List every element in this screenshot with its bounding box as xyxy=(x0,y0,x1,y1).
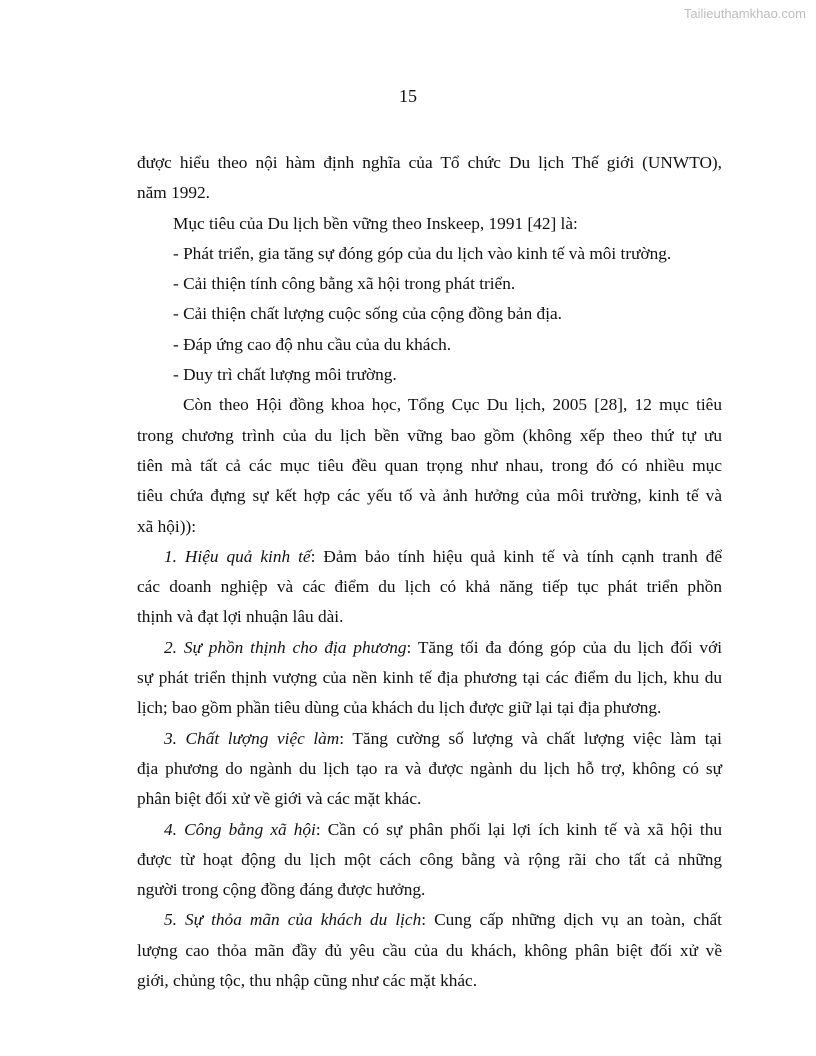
goal-item-2 xyxy=(137,633,722,663)
goal-item-3 xyxy=(137,724,722,754)
goal-text: : Tăng tối đa đóng góp của du lịch đối với xyxy=(406,637,723,657)
text-line: sự phát triển thịnh vượng của nền kinh tế địa phương tại các điểm du lịch, khu du xyxy=(137,668,722,688)
page-number: 15 xyxy=(399,86,417,106)
goal-item-1 xyxy=(137,542,722,572)
bullet-item: - Cải thiện tính công bằng xã hội trong phát triển. xyxy=(173,274,516,294)
text-line: xã hội)): xyxy=(137,516,197,536)
text-line: lịch; bao gồm phần tiêu dùng của khách du lịch được giữ lại tại địa phương. xyxy=(137,698,662,718)
bullet-item: - Duy trì chất lượng môi trường. xyxy=(173,365,397,385)
watermark: Tailieuthamkhao.com xyxy=(683,6,806,21)
text-line: tiên mà tất cả các mục tiêu đều quan trọng như nhau, trong đó có nhiều mục xyxy=(137,455,722,475)
text-line: Còn theo Hội đồng khoa học, Tổng Cục Du lịch, 2005 [28], 12 mục tiêu xyxy=(183,395,722,415)
text-line: phân biệt đối xử về giới và các mặt khác. xyxy=(137,789,422,809)
goal-text: : Cần có sự phân phối lại lợi ích kinh tế và xã hội thu xyxy=(315,819,723,839)
text-line: được từ hoạt động du lịch một cách công bằng và rộng rãi cho tất cả những xyxy=(137,849,722,869)
goal-text: : Tăng cường số lượng và chất lượng việc làm tại xyxy=(339,728,722,748)
goal-term: 2. Sự phồn thịnh cho địa phương xyxy=(164,637,407,657)
bullet-item: - Đáp ứng cao độ nhu cầu của du khách. xyxy=(173,334,452,354)
bullet-item: - Phát triển, gia tăng sự đóng góp của du lịch vào kinh tế và môi trường. xyxy=(173,243,672,263)
text-line: người trong cộng đồng đáng được hưởng. xyxy=(137,880,426,900)
document-body xyxy=(137,148,722,996)
paragraph-intro: Mục tiêu của Du lịch bền vững theo Inskeep, 1991 [42] là: xyxy=(173,213,578,233)
text-line: được hiểu theo nội hàm định nghĩa của Tổ chức Du lịch Thế giới (UNWTO), xyxy=(137,153,722,172)
goal-text: : Đảm bảo tính hiệu quả kinh tế và tính cạnh tranh để xyxy=(310,546,723,566)
goal-term: 5. Sự thỏa mãn của khách du lịch xyxy=(164,910,422,930)
goal-term: 1. Hiệu quả kinh tế xyxy=(164,546,311,566)
text-line: thịnh và đạt lợi nhuận lâu dài. xyxy=(137,607,344,627)
goal-term: 4. Công bằng xã hội xyxy=(164,819,316,839)
goal-item-4 xyxy=(137,815,722,845)
text-line: lượng cao thỏa mãn đầy đủ yêu cầu của du khách, không phân biệt đối xử về xyxy=(137,940,722,960)
text-line: các doanh nghiệp và các điểm du lịch có khả năng tiếp tục phát triển phồn xyxy=(137,577,722,597)
goal-term: 3. Chất lượng việc làm xyxy=(164,728,340,748)
text-line: giới, chủng tộc, thu nhập cũng như các mặt khác. xyxy=(137,971,478,991)
bullet-item: - Cải thiện chất lượng cuộc sống của cộng đồng bản địa. xyxy=(173,304,562,324)
goal-item-5 xyxy=(137,905,722,935)
goal-text: : Cung cấp những dịch vụ an toàn, chất xyxy=(421,910,722,930)
text-line: năm 1992. xyxy=(137,183,210,203)
text-line: trong chương trình của du lịch bền vững bao gồm (không xếp theo thứ tự ưu xyxy=(137,425,722,445)
text-line: địa phương do ngành du lịch tạo ra và được ngành du lịch hỗ trợ, không có sự xyxy=(137,758,722,778)
text-line: tiêu chứa đựng sự kết hợp các yếu tố và ảnh hưởng của môi trường, kinh tế và xyxy=(137,486,722,506)
